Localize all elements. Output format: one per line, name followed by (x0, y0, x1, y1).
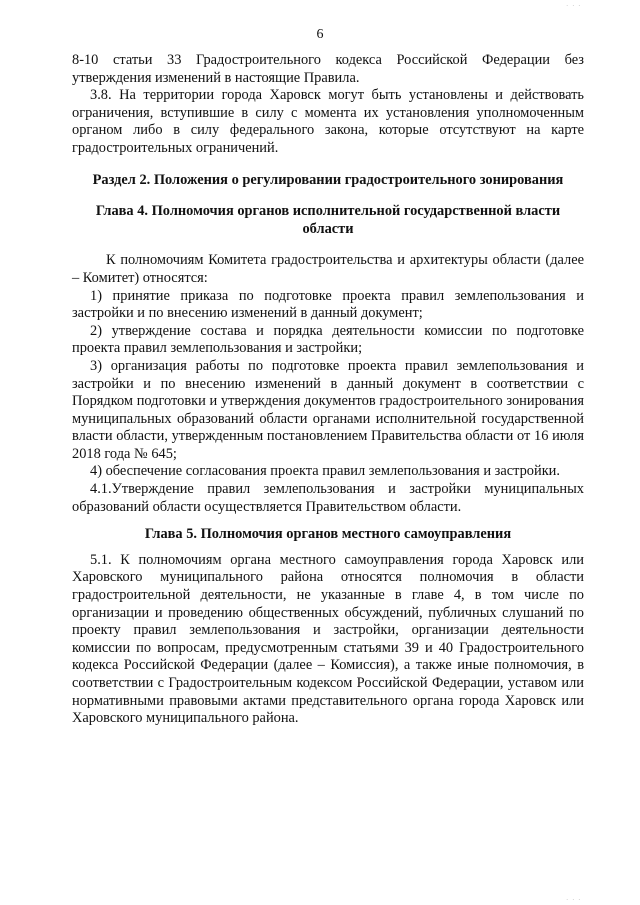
chapter-4-item-3: 3) организация работы по подготовке проекта правил землепользования и застройки и по внесению изменений в данный документ в соответствии с Порядком подготовки и утверждения документов градостроительного зонирования муниципальных образований области органами исполнительной государственной власти области, утвержденным постановлением Правительства области от 16 июля 2018 года № 645; (72, 357, 584, 462)
chapter-5-heading: Глава 5. Полномочия органов местного самоуправления (144, 526, 512, 543)
chapter-4-item-2: 2) утверждение состава и порядка деятельности комиссии по подготовке проекта правил землепользования и застройки; (72, 322, 584, 357)
chapter-4-item-4: 4) обеспечение согласования проекта правил землепользования и застройки. (90, 463, 560, 480)
section-2-heading: Раздел 2. Положения о регулировании градостроительного зонирования (92, 171, 564, 188)
paragraph-3-8: 3.8. На территории города Харовск могут быть установлены и действовать ограничения, вступившие в силу с момента их установления уполномоченным органом либо в силу федерального закона, которые отсутствуют на карте градостроительных ограничений. (72, 87, 584, 156)
chapter-4-item-1: 1) принятие приказа по подготовке проекта правил землепользования и застройки и по внесению изменений в данный документ; (72, 287, 584, 322)
chapter-4-item-4-1: 4.1.Утверждение правил землепользования и застройки муниципальных образований области осуществляется Правительством области. (72, 481, 584, 515)
scan-artifact-top: · · · (566, 2, 582, 10)
paragraph-continuation: 8-10 статьи 33 Градостроительного кодекса Российской Федерации без утверждения изменений в настоящие Правила. (72, 52, 584, 86)
document-body (72, 52, 584, 728)
chapter-4-heading: Глава 4. Полномочия органов исполнительной государственной власти области (95, 203, 561, 237)
chapter-4-intro: К полномочиям Комитета градостроительства и архитектуры области (далее – Комитет) относятся: (72, 252, 584, 286)
scan-artifact-bottom: · · · (566, 896, 582, 904)
chapter-5-item-5-1: 5.1. К полномочиям органа местного самоуправления города Харовск или Харовского муниципального района относятся полномочия в области градостроительной деятельности, не указанные в главе 4, в том числе по организации и проведению общественных обсуждений, публичных слушаний по проекту правил землепользования и застройки, организации деятельности комиссии по вопросам, предусмотренным статьями 39 и 40 Градостроительного кодекса Российской Федерации (далее – Комиссия), а также иные полномочия, в соответствии с Градостроительным кодексом Российской Федерации, уставом или нормативными правовыми актами представительного органа города Харовск или Харовского муниципального района. (72, 551, 584, 727)
page-number: 6 (316, 27, 324, 42)
